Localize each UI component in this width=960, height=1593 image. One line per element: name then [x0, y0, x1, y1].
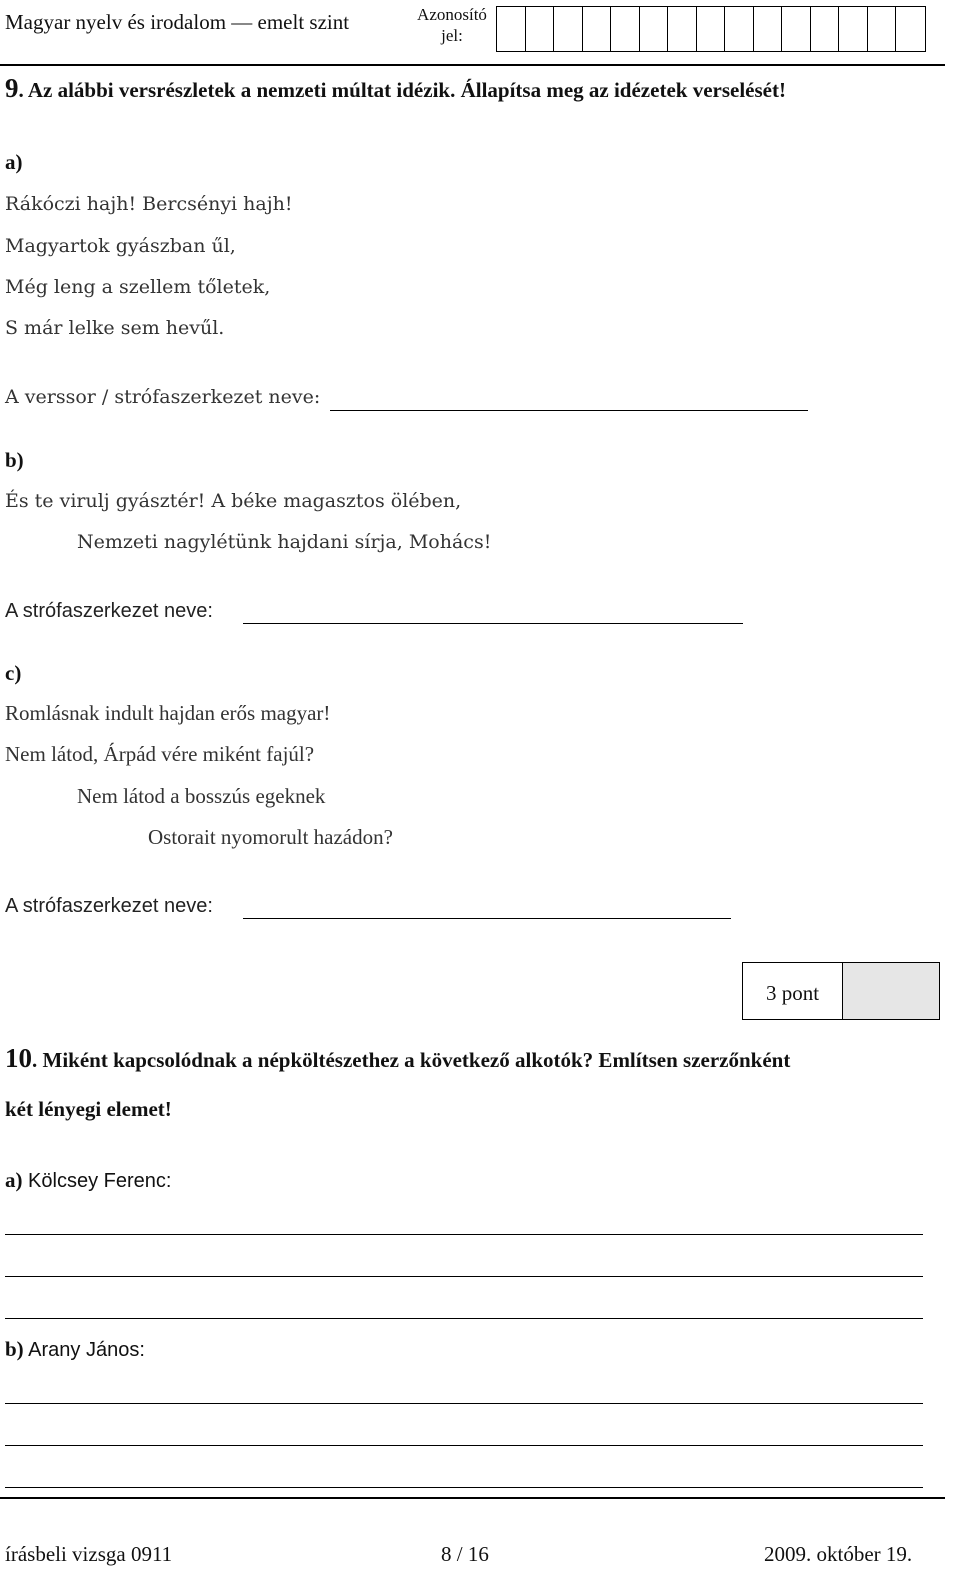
q9a-line: Rákóczi hajh! Bercsényi hajh!	[5, 193, 293, 215]
q9a-label: a)	[5, 150, 23, 174]
q9-text: . Az alábbi versrészletek a nemzeti múltat idézik. Állapítsa meg az idézetek verselését!	[18, 78, 786, 102]
header-rule	[0, 64, 945, 66]
q10b-author: Arany János:	[23, 1339, 145, 1361]
score-field[interactable]	[843, 963, 939, 1019]
footer-page-number: 8 / 16	[441, 1542, 489, 1566]
q9c-line: Ostorait nyomorult hazádon?	[148, 825, 393, 849]
answer-line[interactable]	[5, 1234, 923, 1235]
q9c-line: Romlásnak indult hajdan erős magyar!	[5, 701, 331, 725]
id-box[interactable]	[611, 7, 640, 51]
q9a-answer-label: A verssor / strófaszerkezet neve:	[5, 386, 321, 408]
id-box[interactable]	[811, 7, 840, 51]
id-label	[412, 4, 492, 46]
answer-line[interactable]	[5, 1276, 923, 1277]
footer-date: 2009. október 19.	[764, 1542, 913, 1566]
q9b-line: És te virulj gyásztér! A béke magasztos ölében,	[5, 490, 462, 512]
q10a-author: Kölcsey Ferenc:	[22, 1170, 172, 1192]
id-box[interactable]	[526, 7, 555, 51]
q9a-line: Még leng a szellem tőletek,	[5, 276, 271, 298]
id-box[interactable]	[896, 7, 925, 51]
q10-number: 10	[5, 1043, 32, 1073]
id-box[interactable]	[668, 7, 697, 51]
footer-exam: írásbeli vizsga 0911	[5, 1542, 173, 1566]
q9c-line: Nem látod a bosszús egeknek	[77, 784, 326, 808]
id-box[interactable]	[868, 7, 897, 51]
q9b-answer-label: A strófaszerkezet neve:	[5, 600, 213, 622]
answer-line[interactable]	[5, 1487, 923, 1488]
q9-number: 9	[5, 73, 19, 103]
id-box[interactable]	[640, 7, 669, 51]
id-label-line1: Azonosító	[417, 5, 487, 24]
answer-line[interactable]	[5, 1445, 923, 1446]
points-box	[742, 962, 940, 1020]
q9b-line: Nemzeti nagylétünk hajdani sírja, Mohács!	[77, 531, 492, 553]
q10a-label: a)	[5, 1168, 23, 1192]
q9-heading	[5, 73, 786, 104]
footer-rule	[0, 1497, 945, 1499]
q9c-label: c)	[5, 661, 22, 685]
q10-heading	[5, 1043, 790, 1074]
q10-text-line1: . Miként kapcsolódnak a népköltészethez a következő alkotók? Említsen szerzőnként	[32, 1048, 791, 1072]
id-box[interactable]	[782, 7, 811, 51]
id-code-boxes[interactable]	[496, 6, 926, 52]
q9c-answer-label: A strófaszerkezet neve:	[5, 895, 213, 917]
q9a-line: Magyartok gyászban űl,	[5, 235, 236, 257]
id-box[interactable]	[554, 7, 583, 51]
q9a-line: S már lelke sem hevűl.	[5, 317, 225, 339]
answer-line[interactable]	[5, 1318, 923, 1319]
q9b-label: b)	[5, 448, 24, 472]
points-label: 3 pont	[743, 963, 843, 1019]
q9c-line: Nem látod, Árpád vére miként fajúl?	[5, 742, 315, 766]
id-box[interactable]	[497, 7, 526, 51]
q10a-prompt	[5, 1168, 171, 1193]
q9b-answer-line[interactable]	[243, 623, 743, 624]
id-box[interactable]	[839, 7, 868, 51]
q9c-answer-line[interactable]	[243, 918, 731, 919]
answer-line[interactable]	[5, 1403, 923, 1404]
q10b-label: b)	[5, 1337, 24, 1361]
id-box[interactable]	[754, 7, 783, 51]
q10b-prompt	[5, 1337, 145, 1362]
header-title: Magyar nyelv és irodalom — emelt szint	[5, 10, 350, 34]
id-label-line2: jel:	[441, 26, 463, 45]
id-box[interactable]	[697, 7, 726, 51]
q9a-answer-line[interactable]	[330, 410, 808, 411]
q10-text-line2: két lényegi elemet!	[5, 1097, 172, 1121]
id-box[interactable]	[725, 7, 754, 51]
id-box[interactable]	[583, 7, 612, 51]
